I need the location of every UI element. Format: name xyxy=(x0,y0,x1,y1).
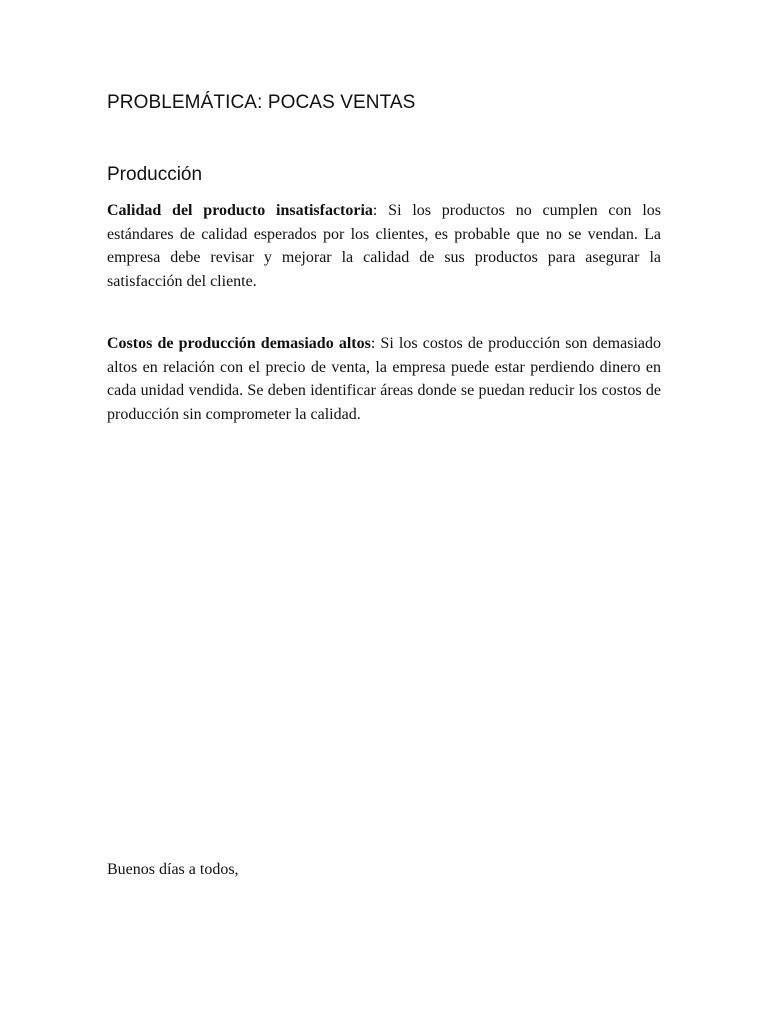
paragraph-separator: : xyxy=(370,335,376,352)
paragraph-term: Costos de producción demasiado altos xyxy=(107,335,371,352)
paragraph-body: Si los costos de producción son demasiado altos en relación con el precio de venta, la empresa puede estar perdiendo dinero en cada unidad vendida. Se deben identificar áreas donde se puedan reducir los costos de producción sin comprometer la calidad. xyxy=(107,335,661,423)
paragraph-separator: : xyxy=(372,202,378,219)
greeting-text: Buenos días a todos, xyxy=(107,861,239,878)
section-heading: Producción xyxy=(107,164,203,185)
paragraph-quality xyxy=(107,199,661,293)
paragraph-body: Si los productos no cumplen con los estándares de calidad esperados por los clientes, es probable que no se vendan. La empresa debe revisar y mejorar la calidad de sus productos para asegurar la satisfacción del cliente. xyxy=(107,202,662,290)
paragraph-costs xyxy=(107,332,661,426)
paragraph-term: Calidad del producto insatisfactoria xyxy=(107,202,373,219)
document-title: PROBLEMÁTICA: POCAS VENTAS xyxy=(107,92,416,113)
